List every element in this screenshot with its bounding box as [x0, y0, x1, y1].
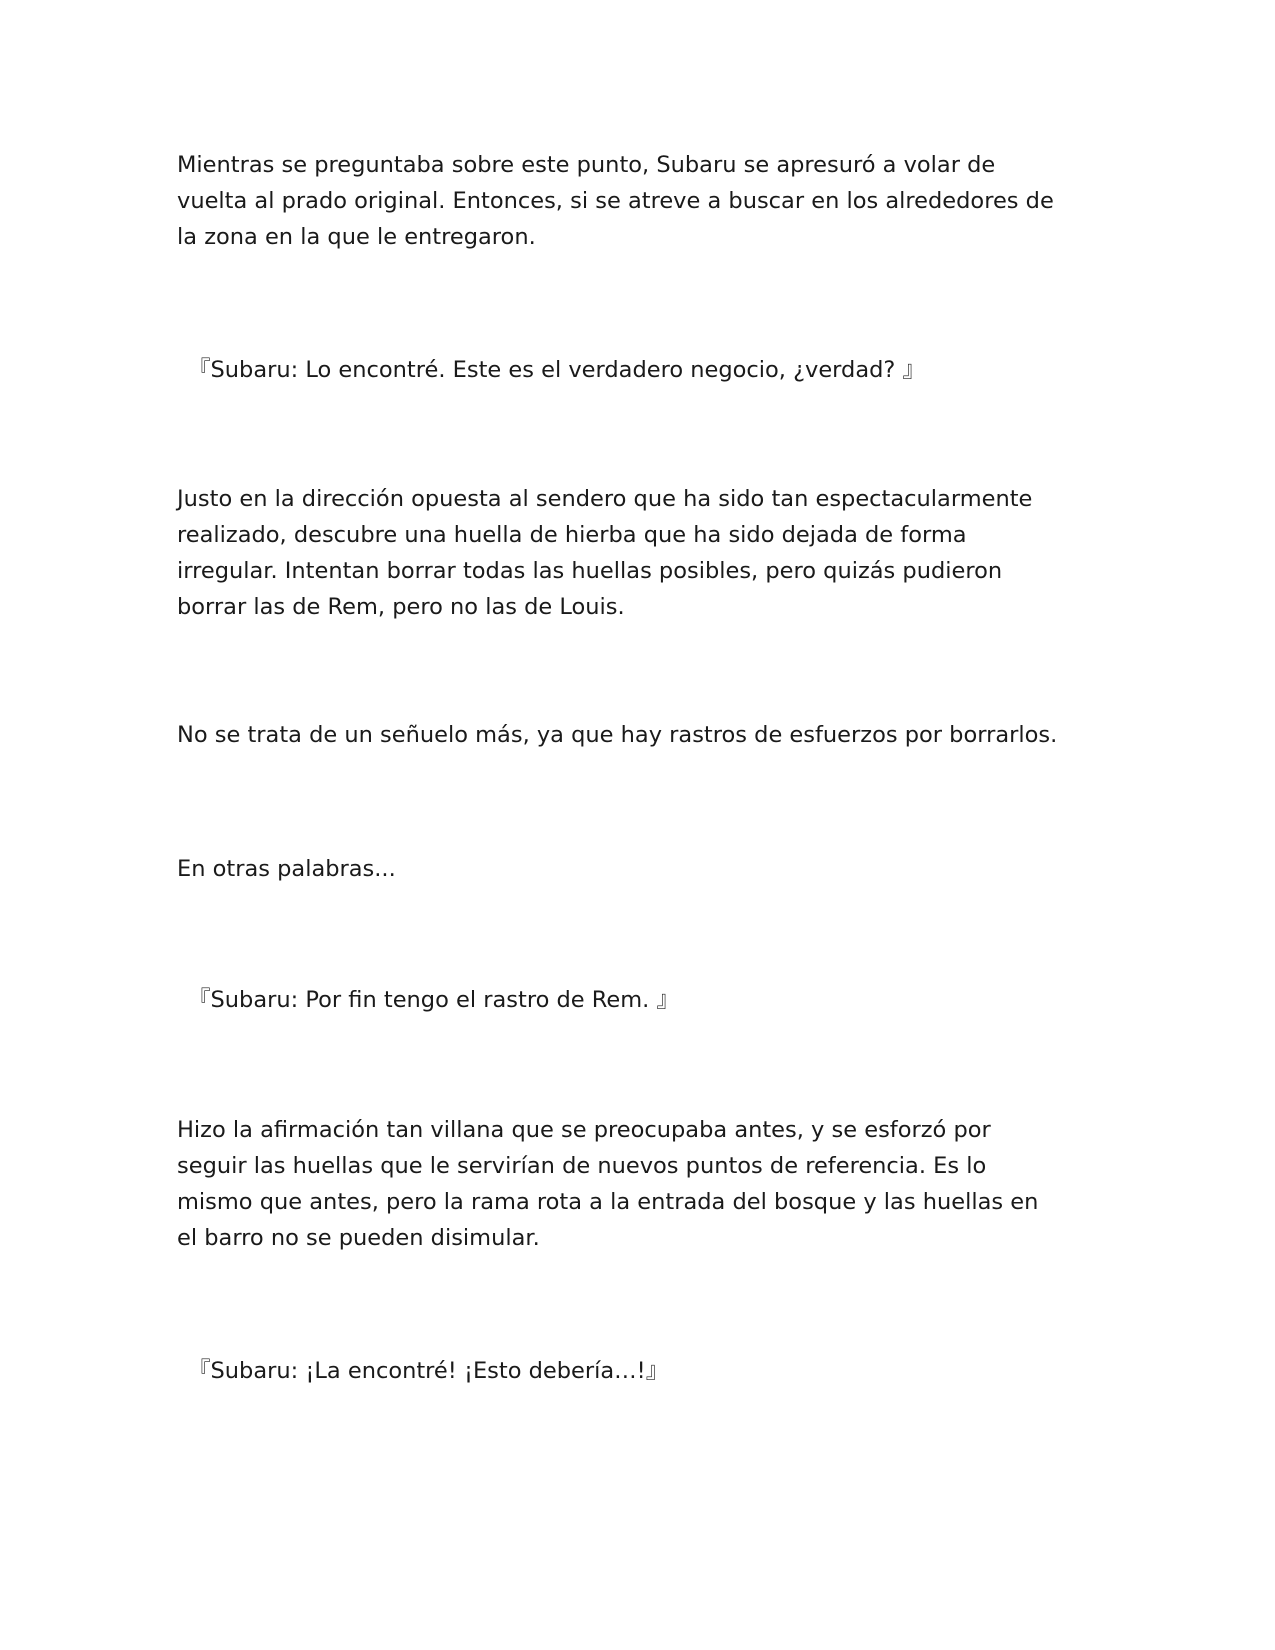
paragraph-narration-4: En otras palabras...: [177, 856, 396, 882]
paragraph-dialogue-2: 『Subaru: Por fin tengo el rastro de Rem. 』: [188, 987, 679, 1013]
paragraph-narration-1: Mientras se preguntaba sobre este punto, Subaru se apresuró a volar de vuelta al prado original. Entonces, si se atreve a buscar en los alrededores de la zona en la que le entregaron.: [177, 152, 1054, 250]
paragraph-narration-5: Hizo la afirmación tan villana que se preocupaba antes, y se esforzó por seguir las huellas que le servirían de nuevos puntos de referencia. Es lo mismo que antes, pero la rama rota a la entrada del bosque y las huellas en el barro no se pueden disimular.: [177, 1117, 1039, 1251]
paragraph-narration-2: Justo en la dirección opuesta al sendero que ha sido tan espectacularmente realizado, descubre una huella de hierba que ha sido dejada de forma irregular. Intentan borrar todas las huellas posibles, pero quizás pudieron borrar las de Rem, pero no las de Louis.: [177, 486, 1033, 620]
paragraph-dialogue-3: 『Subaru: ¡La encontré! ¡Esto debería…!』: [188, 1358, 669, 1384]
paragraph-dialogue-1: 『Subaru: Lo encontré. Este es el verdadero negocio, ¿verdad? 』: [188, 357, 925, 383]
paragraph-narration-3: No se trata de un señuelo más, ya que hay rastros de esfuerzos por borrarlos.: [177, 722, 1058, 748]
